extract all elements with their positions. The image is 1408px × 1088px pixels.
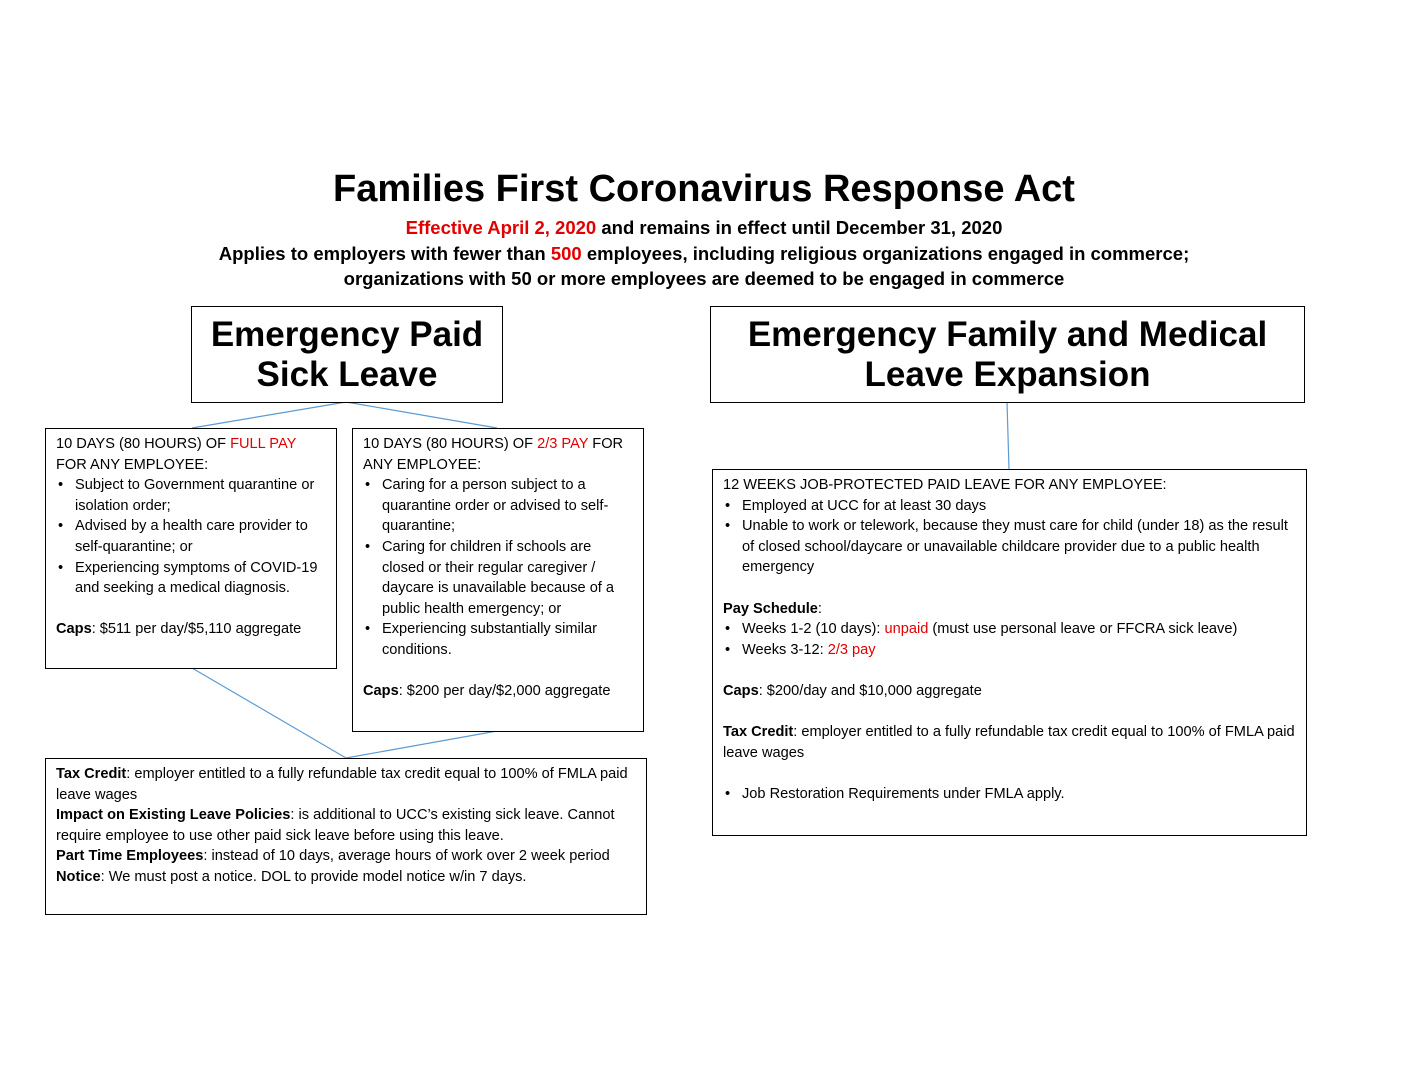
applies-pre: Applies to employers with fewer than bbox=[218, 243, 551, 264]
pay-schedule-colon: : bbox=[817, 600, 822, 617]
list-item: • Advised by a health care provider to self-quarantine; or bbox=[56, 516, 327, 557]
connector-efmle-to-box bbox=[1007, 402, 1009, 469]
list-item: • Unable to work or telework, because they must care for child (under 18) as the result of closed school/daycare or unavailable childcare provider due to a public health emergency bbox=[723, 516, 1297, 578]
caps-text: : $511 per day/$5,110 aggregate bbox=[91, 621, 302, 638]
connector-twothirds-to-details bbox=[346, 731, 497, 758]
list-item bbox=[723, 619, 1297, 640]
impact-label: Impact on Existing Leave Policies bbox=[56, 807, 291, 824]
two-thirds-caps bbox=[363, 681, 634, 702]
connector-epsl-to-fullpay bbox=[192, 402, 346, 428]
list-item: • Employed at UCC for at least 30 days bbox=[723, 496, 1297, 517]
efmle-eligibility-list bbox=[723, 496, 1297, 578]
week1-pre: Weeks 1-2 (10 days): bbox=[742, 621, 885, 638]
week2-highlight: 2/3 pay bbox=[827, 641, 876, 658]
part-text: : instead of 10 days, average hours of work over 2 week period bbox=[203, 848, 610, 865]
full-pay-highlight: FULL PAY bbox=[230, 436, 297, 452]
week1-post: (must use personal leave or FFCRA sick leave) bbox=[928, 621, 1238, 638]
applies-line-2: organizations with 50 or more employees are deemed to be engaged in commerce bbox=[343, 268, 1065, 289]
list-item: • Experiencing substantially similar conditions. bbox=[363, 619, 634, 660]
full-pay-head-post: FOR ANY EMPLOYEE: bbox=[56, 456, 209, 473]
page-title: Families First Coronavirus Response Act bbox=[333, 168, 1075, 210]
epsl-impact bbox=[56, 805, 637, 846]
epsl-title-line1: Emergency Paid bbox=[210, 314, 484, 354]
list-item: • Caring for a person subject to a quarantine order or advised to self-quarantine; bbox=[363, 475, 634, 537]
efmle-heading: 12 WEEKS JOB-PROTECTED PAID LEAVE FOR ANY EMPLOYEE: bbox=[723, 477, 1167, 493]
full-pay-list bbox=[56, 475, 327, 599]
epsl-header-box bbox=[191, 306, 503, 403]
two-thirds-list bbox=[363, 475, 634, 660]
epsl-notice bbox=[56, 867, 637, 888]
epsl-tax-credit bbox=[56, 764, 637, 805]
pay-schedule-heading bbox=[723, 599, 1297, 620]
list-item: • Subject to Government quarantine or isolation order; bbox=[56, 475, 327, 516]
effective-line bbox=[0, 217, 1408, 239]
epsl-details-box bbox=[45, 758, 647, 915]
notice-text: : We must post a notice. DOL to provide model notice w/in 7 days. bbox=[100, 868, 527, 885]
week1-highlight: unpaid bbox=[884, 621, 929, 638]
week2-pre: Weeks 3-12: bbox=[742, 641, 828, 658]
part-label: Part Time Employees bbox=[56, 848, 204, 865]
efmle-restoration-list bbox=[723, 784, 1297, 805]
caps-text: : $200 per day/$2,000 aggregate bbox=[398, 683, 611, 700]
impact-text: : is additional to UCC’s existing sick leave. Cannot require employee to use other paid sick leave before using this leave. bbox=[56, 807, 615, 844]
tax-label: Tax Credit bbox=[56, 766, 127, 782]
applies-post: employees, including religious organizations engaged in commerce; bbox=[581, 243, 1190, 264]
list-item: • Experiencing symptoms of COVID-19 and seeking a medical diagnosis. bbox=[56, 558, 327, 599]
full-pay-box bbox=[45, 428, 337, 669]
connector-fullpay-to-details bbox=[192, 668, 346, 758]
efmle-caps bbox=[723, 681, 1297, 702]
list-item bbox=[723, 640, 1297, 661]
efmle-title-line2: Leave Expansion bbox=[864, 354, 1151, 394]
two-thirds-head-pre: 10 DAYS (80 HOURS) OF bbox=[363, 436, 538, 452]
list-item: • Caring for children if schools are closed or their regular caregiver / daycare is unavailable because of a public health emergency; or bbox=[363, 537, 634, 619]
efmle-header-box bbox=[710, 306, 1305, 403]
caps-label: Caps bbox=[56, 621, 92, 638]
caps-label: Caps bbox=[723, 682, 759, 699]
effective-date: Effective April 2, 2020 bbox=[405, 217, 597, 238]
list-item: • Job Restoration Requirements under FMLA apply. bbox=[723, 784, 1297, 805]
two-thirds-head-post: FOR ANY EMPLOYEE: bbox=[363, 436, 624, 473]
caps-label: Caps bbox=[363, 683, 399, 700]
efmle-content-box bbox=[712, 469, 1307, 836]
pay-schedule-label: Pay Schedule bbox=[723, 600, 818, 617]
efmle-tax-credit bbox=[723, 722, 1297, 763]
tax-text: : employer entitled to a fully refundable tax credit equal to 100% of FMLA paid leave wages bbox=[56, 766, 628, 803]
two-thirds-highlight: 2/3 PAY bbox=[537, 436, 589, 452]
two-thirds-pay-box bbox=[352, 428, 644, 732]
applies-line-1 bbox=[0, 243, 1408, 265]
full-pay-heading bbox=[56, 434, 327, 475]
efmle-title-line1: Emergency Family and Medical bbox=[747, 314, 1268, 354]
effective-rest: and remains in effect until December 31, 2020 bbox=[596, 217, 1003, 238]
tax-label: Tax Credit bbox=[723, 724, 794, 741]
two-thirds-heading bbox=[363, 434, 634, 475]
tax-text: : employer entitled to a fully refundable tax credit equal to 100% of FMLA paid leave wages bbox=[723, 724, 1295, 761]
epsl-part-time bbox=[56, 846, 637, 867]
employee-threshold: 500 bbox=[550, 243, 582, 264]
full-pay-caps bbox=[56, 619, 327, 640]
pay-schedule-list bbox=[723, 619, 1297, 660]
caps-text: : $200/day and $10,000 aggregate bbox=[758, 682, 982, 699]
connector-epsl-to-twothirds bbox=[346, 402, 497, 428]
notice-label: Notice bbox=[56, 868, 101, 885]
full-pay-head-pre: 10 DAYS (80 HOURS) OF bbox=[56, 436, 231, 452]
epsl-title-line2: Sick Leave bbox=[256, 354, 438, 394]
